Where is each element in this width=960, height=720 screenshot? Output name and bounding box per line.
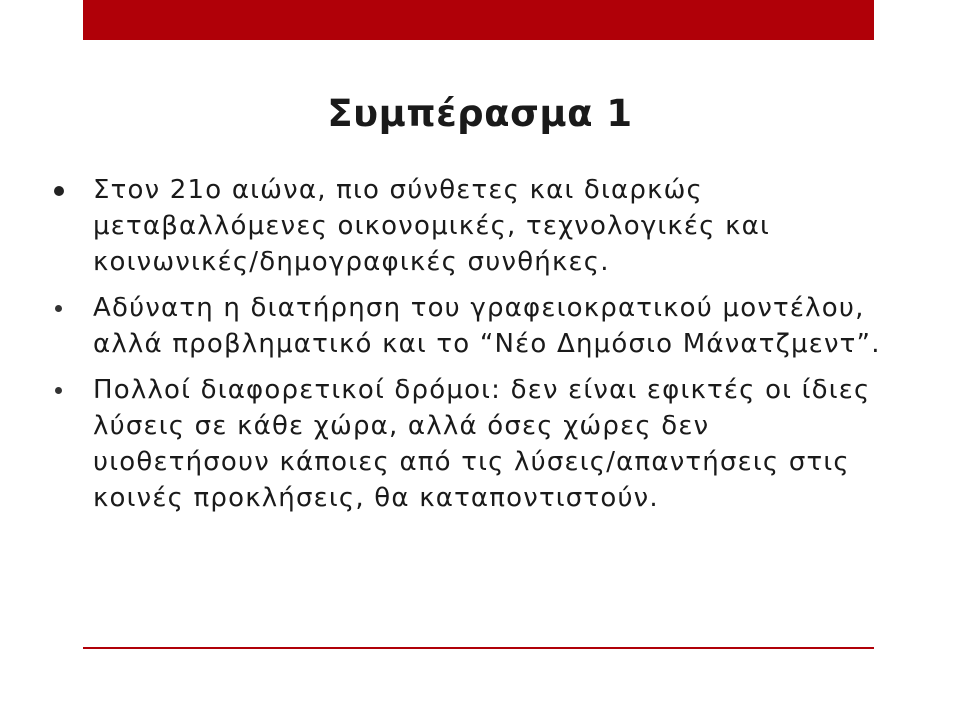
bullet-text: Πολλοί διαφορετικοί δρόμοι: δεν είναι εφικτές οι ίδιες λύσεις σε κάθε χώρα, αλλά όσες χώρες δεν υιοθετήσουν κάποιες από τις λύσεις/απαντήσεις στις κοινές προκλήσεις, θα καταποντιστούν. [93, 375, 871, 513]
bullet-dot-icon [54, 186, 64, 196]
bottom-divider-line [83, 647, 874, 649]
bullet-dot-icon [55, 387, 62, 394]
bullet-text: Αδύνατη η διατήρηση του γραφειοκρατικού μοντέλου, αλλά προβληματικό και το “Νέο Δημόσιο Μάνατζμεντ”. [93, 293, 881, 359]
bullet-item-1 [50, 172, 890, 280]
top-accent-bar [83, 0, 874, 40]
bullet-item-2 [50, 290, 890, 362]
bullet-list [50, 172, 890, 526]
bullet-text: Στον 21ο αιώνα, πιο σύνθετες και διαρκώς μεταβαλλόμενες οικονομικές, τεχνολογικές και κοινωνικές/δημογραφικές συνθήκες. [93, 175, 770, 277]
bullet-item-3 [50, 372, 890, 516]
slide-title: Συμπέρασμα 1 [327, 91, 633, 135]
bullet-dot-icon [55, 305, 62, 312]
